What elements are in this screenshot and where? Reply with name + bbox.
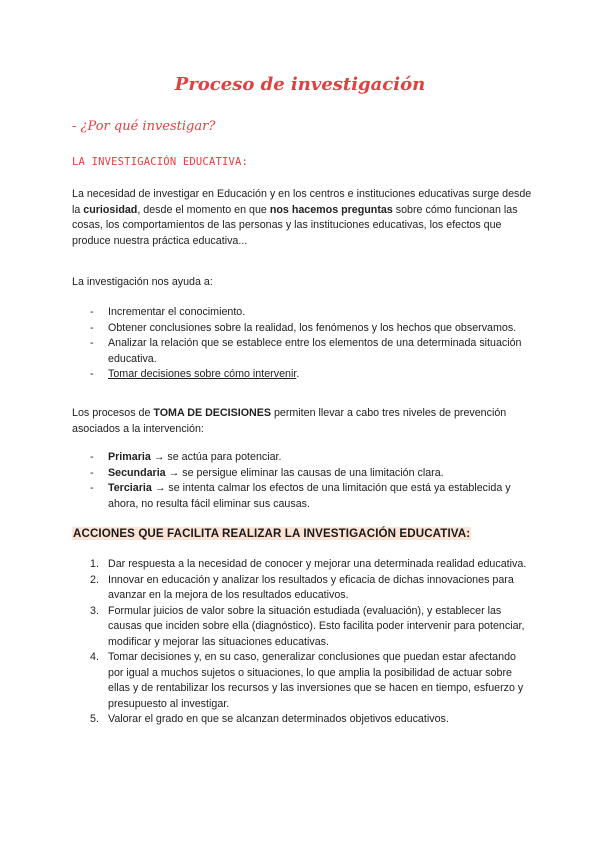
subtitle: - ¿Por qué investigar?: [72, 119, 216, 134]
list-item: 5. Valorar el grado en que se alcanzan determinados objetivos educativos.: [90, 713, 449, 725]
list-item: - Incrementar el conocimiento.: [90, 306, 246, 318]
list-item: - Secundaria → se persigue eliminar las causas de una limitación clara.: [90, 466, 444, 479]
list-item: 1. Dar respuesta a la necesidad de conocer y mejorar una determinada realidad educativa.: [90, 558, 527, 570]
page-title: Proceso de investigación: [174, 74, 426, 95]
list-item: 4. Tomar decisiones y, en su caso, generalizar conclusiones que puedan estar afectando por igual a muchos sujetos o situaciones, lo que amplia la posibilidad de actuar sobre ellas y de rentabilizar los recursos y las inversiones que se hacen en tiempo, esfuerzo y presupuesto al investigar.: [90, 651, 524, 710]
list-item: - Tomar decisiones sobre cómo intervenir.: [90, 368, 300, 380]
list-item: - Analizar la relación que se establece entre los elementos de una determinada situación educativa.: [90, 337, 522, 365]
list-item: - Primaria → se actúa para potenciar.: [90, 451, 282, 463]
helps-label: La investigación nos ayuda a:: [72, 276, 213, 288]
section-heading-investigacion: LA INVESTIGACIÓN EDUCATIVA:: [72, 156, 249, 168]
section-heading-acciones: ACCIONES QUE FACILITA REALIZAR LA INVESTIGACIÓN EDUCATIVA:: [73, 527, 471, 540]
list-item: 2. Innovar en educación y analizar los resultados y eficacia de dichas innovaciones para avanzar en la mejora de los resultados educativos.: [90, 573, 514, 601]
list-item: - Obtener conclusiones sobre la realidad, los fenómenos y los hechos que observamos.: [90, 321, 517, 334]
list-item: 3. Formular juicios de valor sobre la situación estudiada (evaluación), y establecer las causas que inciden sobre ella (diagnóstico). Esto facilita poder intervenir para potenciar, modificar y mejorar las situaciones educativas.: [90, 604, 525, 648]
decisions-paragraph: Los procesos de TOMA DE DECISIONES permiten llevar a cabo tres niveles de prevención asociados a la intervención:: [72, 407, 507, 435]
actions-list: [90, 557, 528, 728]
list-item: - Terciaria → se intenta calmar los efectos de una limitación que está ya establecida y ahora, no resulta fácil eliminar sus causas.: [90, 482, 511, 510]
helps-list: [90, 305, 528, 383]
intro-paragraph: La necesidad de investigar en Educación y en los centros e instituciones educativas surge desde la curiosidad, desde el momento en que nos hacemos preguntas sobre cómo funcionan las cosas, los comportamientos de las personas y las instituciones educativas, los efectos que produce nuestra práctica educativa...: [72, 188, 532, 247]
levels-list: [90, 450, 533, 512]
